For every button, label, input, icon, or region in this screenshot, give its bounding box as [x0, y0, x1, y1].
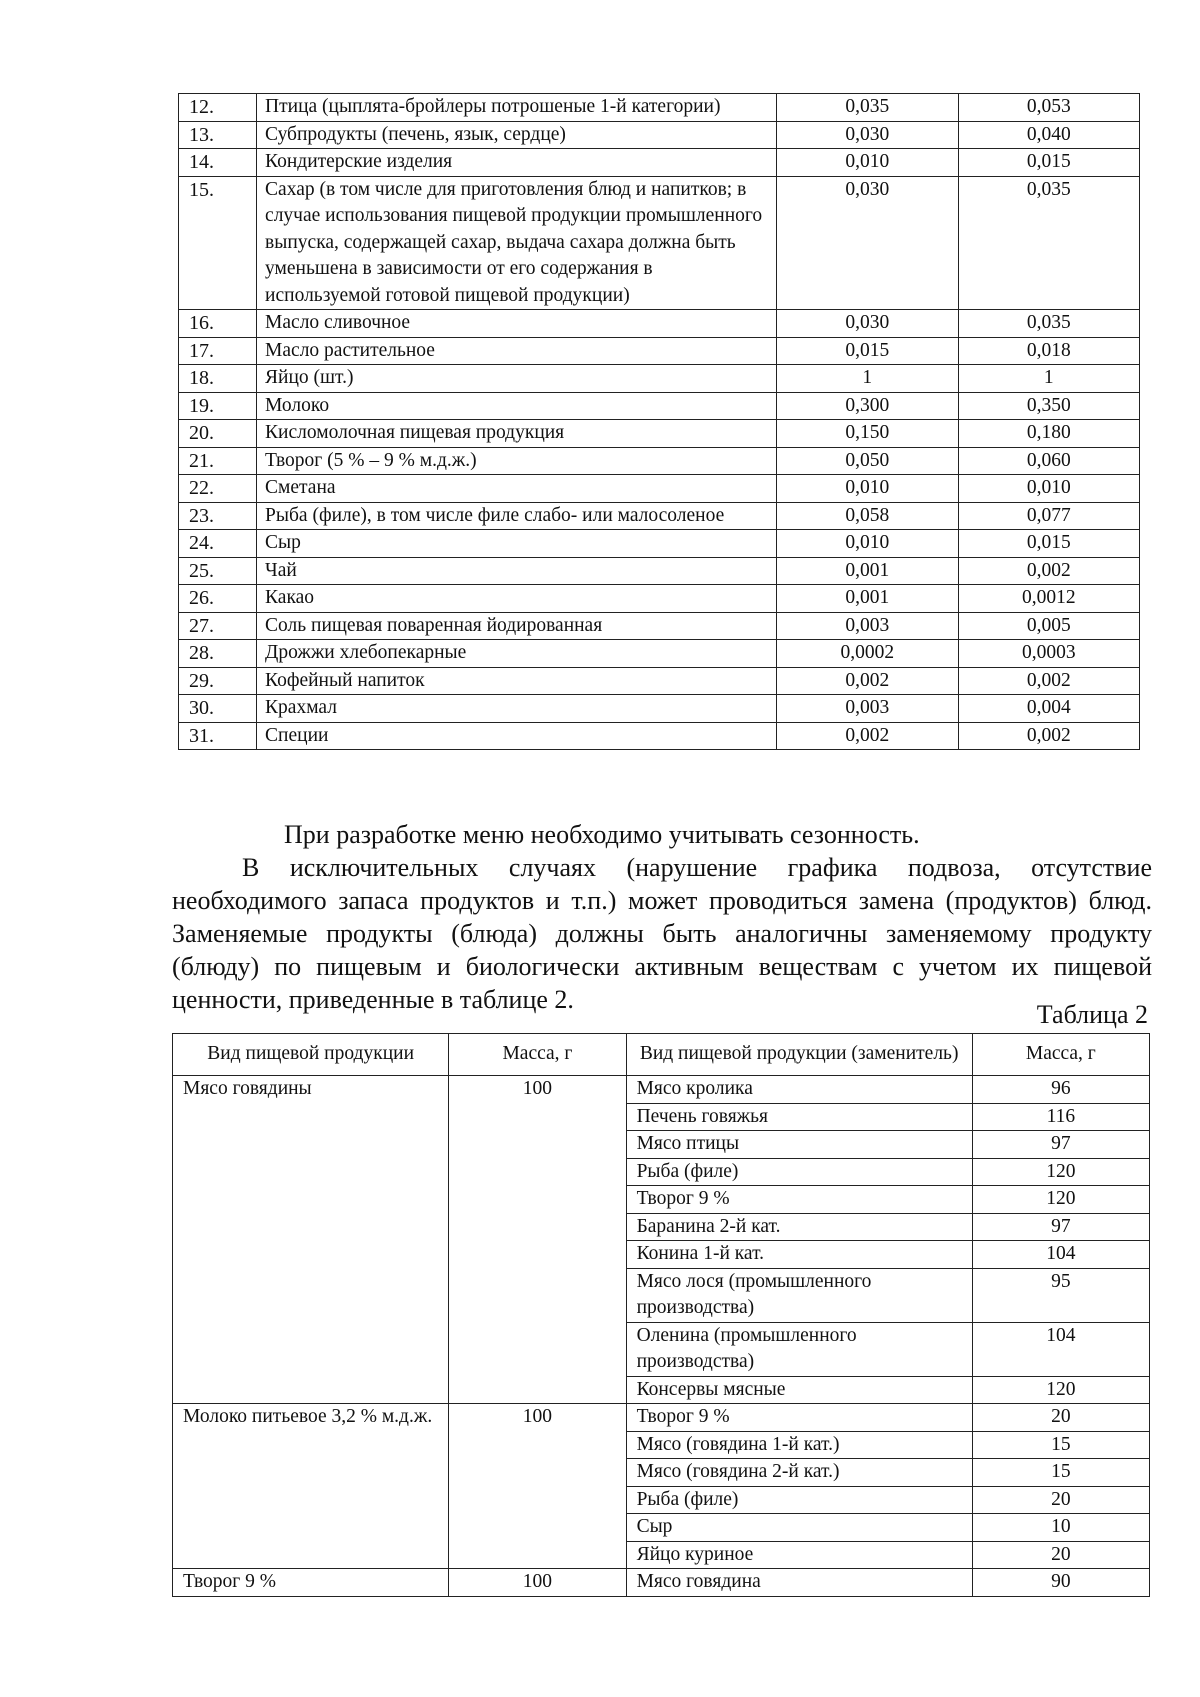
- substitute-mass: 116: [972, 1103, 1149, 1131]
- row-number: 29.: [179, 667, 257, 695]
- substitute-mass: 120: [972, 1376, 1149, 1404]
- norms-table-row: [179, 695, 1140, 723]
- substitute-product: Печень говяжья: [626, 1103, 972, 1131]
- substitute-mass: 96: [972, 1076, 1149, 1104]
- norms-table-row: [179, 640, 1140, 668]
- substitute-product: Творог 9 %: [626, 1186, 972, 1214]
- substitute-product: Рыба (филе): [626, 1486, 972, 1514]
- norms-table-row: [179, 722, 1140, 750]
- product-name: Дрожжи хлебопекарные: [257, 640, 777, 668]
- norm-value-1: 0,001: [777, 557, 958, 585]
- substitute-product: Конина 1-й кат.: [626, 1241, 972, 1269]
- substitute-mass: 97: [972, 1213, 1149, 1241]
- norm-value-2: 0,350: [958, 392, 1139, 420]
- norm-value-1: 0,058: [777, 502, 958, 530]
- norm-value-2: 0,005: [958, 612, 1139, 640]
- substitute-product: Яйцо куриное: [626, 1541, 972, 1569]
- substitute-mass: 104: [972, 1322, 1149, 1376]
- norm-value-1: 0,0002: [777, 640, 958, 668]
- substitute-mass: 20: [972, 1486, 1149, 1514]
- seasonality-paragraph: При разработке меню необходимо учитывать сезонность.: [284, 820, 920, 849]
- norm-value-1: 0,030: [777, 310, 958, 338]
- product-name: Кофейный напиток: [257, 667, 777, 695]
- norms-table: [178, 93, 1140, 750]
- row-number: 25.: [179, 557, 257, 585]
- base-mass: 100: [449, 1404, 626, 1569]
- header-substitute-mass: Масса, г: [972, 1034, 1149, 1076]
- product-name: Яйцо (шт.): [257, 365, 777, 393]
- norms-table-row: [179, 612, 1140, 640]
- substitute-mass: 15: [972, 1459, 1149, 1487]
- substitute-mass: 10: [972, 1514, 1149, 1542]
- norm-value-1: 0,030: [777, 121, 958, 149]
- row-number: 31.: [179, 722, 257, 750]
- product-name: Сыр: [257, 530, 777, 558]
- norm-value-1: 0,002: [777, 722, 958, 750]
- base-mass: 100: [449, 1076, 626, 1404]
- replacement-table-body: [173, 1076, 1150, 1597]
- norms-table-body: [179, 94, 1140, 750]
- norms-table-row: [179, 392, 1140, 420]
- base-mass: 100: [449, 1569, 626, 1597]
- substitute-product: Мясо говядина: [626, 1569, 972, 1597]
- product-name: Масло сливочное: [257, 310, 777, 338]
- norms-table-row: [179, 557, 1140, 585]
- product-name: Творог (5 % – 9 % м.д.ж.): [257, 447, 777, 475]
- norm-value-2: 0,053: [958, 94, 1139, 122]
- norms-table-row: [179, 176, 1140, 310]
- norm-value-2: 0,077: [958, 502, 1139, 530]
- norm-value-1: 0,010: [777, 149, 958, 177]
- norms-table-row: [179, 585, 1140, 613]
- base-product: Мясо говядины: [173, 1076, 449, 1404]
- substitute-product: Рыба (филе): [626, 1158, 972, 1186]
- row-number: 15.: [179, 176, 257, 310]
- row-number: 22.: [179, 475, 257, 503]
- norms-table-row: [179, 94, 1140, 122]
- row-number: 30.: [179, 695, 257, 723]
- norms-table-row: [179, 475, 1140, 503]
- row-number: 24.: [179, 530, 257, 558]
- product-name: Субпродукты (печень, язык, сердце): [257, 121, 777, 149]
- norm-value-1: 1: [777, 365, 958, 393]
- norm-value-2: 0,002: [958, 667, 1139, 695]
- base-product: Молоко питьевое 3,2 % м.д.ж.: [173, 1404, 449, 1569]
- substitute-product: Сыр: [626, 1514, 972, 1542]
- replacement-table-row: [173, 1404, 1150, 1432]
- norm-value-2: 0,035: [958, 176, 1139, 310]
- norms-table-row: [179, 447, 1140, 475]
- substitute-product: Творог 9 %: [626, 1404, 972, 1432]
- replacement-table: [172, 1033, 1150, 1597]
- row-number: 27.: [179, 612, 257, 640]
- product-name: Рыба (филе), в том числе филе слабо- или малосоленое: [257, 502, 777, 530]
- norm-value-2: 0,180: [958, 420, 1139, 448]
- substitute-mass: 20: [972, 1541, 1149, 1569]
- substitute-product: Мясо (говядина 1-й кат.): [626, 1431, 972, 1459]
- norm-value-1: 0,030: [777, 176, 958, 310]
- replacement-table-row: [173, 1569, 1150, 1597]
- row-number: 18.: [179, 365, 257, 393]
- product-name: Сахар (в том числе для приготовления блюд и напитков; в случае использования пищевой продукции промышленного выпуска, содержащей сахар, выдача сахара должна быть уменьшена в зависимости от его содержания в используемой готовой пищевой продукции): [257, 176, 777, 310]
- substitute-product: Оленина (промышленного производства): [626, 1322, 972, 1376]
- norms-table-row: [179, 420, 1140, 448]
- substitute-product: Баранина 2-й кат.: [626, 1213, 972, 1241]
- product-name: Чай: [257, 557, 777, 585]
- substitute-mass: 120: [972, 1186, 1149, 1214]
- norm-value-2: 0,015: [958, 530, 1139, 558]
- substitute-mass: 90: [972, 1569, 1149, 1597]
- row-number: 23.: [179, 502, 257, 530]
- norms-table-row: [179, 337, 1140, 365]
- substitute-mass: 120: [972, 1158, 1149, 1186]
- header-product-type: Вид пищевой продукции: [173, 1034, 449, 1076]
- norm-value-1: 0,003: [777, 695, 958, 723]
- norms-table-row: [179, 530, 1140, 558]
- row-number: 14.: [179, 149, 257, 177]
- row-number: 28.: [179, 640, 257, 668]
- substitute-mass: 97: [972, 1131, 1149, 1159]
- norms-table-row: [179, 667, 1140, 695]
- product-name: Соль пищевая поваренная йодированная: [257, 612, 777, 640]
- norm-value-1: 0,035: [777, 94, 958, 122]
- norm-value-2: 0,002: [958, 557, 1139, 585]
- header-substitute-type: Вид пищевой продукции (заменитель): [626, 1034, 972, 1076]
- row-number: 16.: [179, 310, 257, 338]
- row-number: 26.: [179, 585, 257, 613]
- substitute-mass: 15: [972, 1431, 1149, 1459]
- norm-value-1: 0,150: [777, 420, 958, 448]
- table-2-label: Таблица 2: [1036, 1000, 1148, 1029]
- substitute-product: Консервы мясные: [626, 1376, 972, 1404]
- norm-value-2: 1: [958, 365, 1139, 393]
- product-name: Молоко: [257, 392, 777, 420]
- norm-value-2: 0,018: [958, 337, 1139, 365]
- replacement-paragraph: В исключительных случаях (нарушение графика подвоза, отсутствие необходимого запаса продуктов и т.п.) может проводиться замена (продуктов) блюд. Заменяемые продукты (блюда) должны быть аналогичны заменяемому продукту (блюду) по пищевым и биологически активным веществам с учетом их пищевой ценности, приведенные в таблице 2.: [172, 853, 1152, 1014]
- row-number: 13.: [179, 121, 257, 149]
- norm-value-2: 0,035: [958, 310, 1139, 338]
- norm-value-1: 0,002: [777, 667, 958, 695]
- product-name: Масло растительное: [257, 337, 777, 365]
- norm-value-2: 0,0003: [958, 640, 1139, 668]
- base-product: Творог 9 %: [173, 1569, 449, 1597]
- substitute-mass: 95: [972, 1268, 1149, 1322]
- norm-value-2: 0,015: [958, 149, 1139, 177]
- norm-value-2: 0,040: [958, 121, 1139, 149]
- header-mass: Масса, г: [449, 1034, 626, 1076]
- product-name: Кондитерские изделия: [257, 149, 777, 177]
- norm-value-2: 0,002: [958, 722, 1139, 750]
- norm-value-1: 0,001: [777, 585, 958, 613]
- substitute-product: Мясо птицы: [626, 1131, 972, 1159]
- row-number: 21.: [179, 447, 257, 475]
- norms-table-row: [179, 121, 1140, 149]
- product-name: Специи: [257, 722, 777, 750]
- product-name: Птица (цыплята-бройлеры потрошеные 1-й категории): [257, 94, 777, 122]
- product-name: Кисломолочная пищевая продукция: [257, 420, 777, 448]
- norms-table-row: [179, 310, 1140, 338]
- norms-table-row: [179, 365, 1140, 393]
- row-number: 19.: [179, 392, 257, 420]
- substitute-product: Мясо кролика: [626, 1076, 972, 1104]
- norm-value-2: 0,004: [958, 695, 1139, 723]
- product-name: Крахмал: [257, 695, 777, 723]
- substitute-product: Мясо лося (промышленного производства): [626, 1268, 972, 1322]
- norm-value-1: 0,010: [777, 530, 958, 558]
- row-number: 17.: [179, 337, 257, 365]
- substitute-mass: 20: [972, 1404, 1149, 1432]
- norm-value-1: 0,015: [777, 337, 958, 365]
- norm-value-1: 0,300: [777, 392, 958, 420]
- row-number: 12.: [179, 94, 257, 122]
- norms-table-row: [179, 502, 1140, 530]
- norm-value-2: 0,0012: [958, 585, 1139, 613]
- substitute-product: Мясо (говядина 2-й кат.): [626, 1459, 972, 1487]
- replacement-table-header-row: [173, 1034, 1150, 1076]
- norm-value-2: 0,010: [958, 475, 1139, 503]
- product-name: Какао: [257, 585, 777, 613]
- substitute-mass: 104: [972, 1241, 1149, 1269]
- norm-value-2: 0,060: [958, 447, 1139, 475]
- replacement-table-row: [173, 1076, 1150, 1104]
- product-name: Сметана: [257, 475, 777, 503]
- norms-table-row: [179, 149, 1140, 177]
- row-number: 20.: [179, 420, 257, 448]
- norm-value-1: 0,050: [777, 447, 958, 475]
- norm-value-1: 0,003: [777, 612, 958, 640]
- norm-value-1: 0,010: [777, 475, 958, 503]
